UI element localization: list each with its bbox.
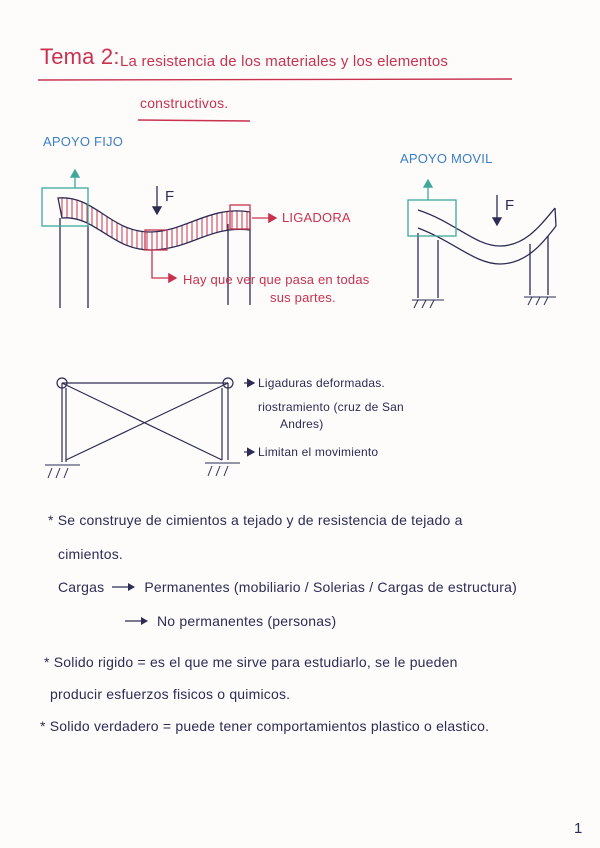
fixed-support-diagram (42, 170, 276, 308)
force-label-left: F (165, 188, 175, 205)
bracing-note-line3: Andres) (280, 417, 324, 431)
arrow-right-icon (152, 250, 176, 278)
bracing-note-limit: Limitan el movimiento (258, 445, 379, 459)
real-solid-note: * Solido verdadero = puede tener comportamientos plastico o elastico. (40, 718, 490, 734)
movable-support-label: APOYO MOVIL (400, 151, 493, 166)
deformed-beam-bottom (418, 226, 556, 264)
ground-hatch (412, 297, 556, 308)
support-box-movable (408, 200, 456, 236)
diagonal-brace (62, 383, 222, 460)
fixed-support-label: APOYO FIJO (43, 134, 124, 149)
arrow-right-icon (125, 613, 149, 629)
loads-permanent: Permanentes (mobiliario / Solerias / Cargas de estructura) (144, 579, 517, 595)
loads-non-permanent: No permanentes (personas) (157, 613, 337, 629)
section-note-line2: sus partes. (270, 290, 336, 305)
page-number: 1 (574, 820, 583, 837)
loads-label: Cargas (58, 579, 105, 595)
ground-hatch (45, 463, 240, 478)
page-title: La resistencia de los materiales y los elementos (120, 53, 449, 70)
construction-note-line2: cimientos. (58, 546, 124, 562)
diagonal-brace (66, 383, 228, 460)
ligadora-label: LIGADORA (282, 210, 351, 225)
force-label-right: F (505, 197, 515, 214)
page-title-prefix: Tema 2: (40, 44, 120, 69)
beam-end-right (555, 208, 556, 226)
construction-note-line1: * Se construye de cimientos a tejado y de resistencia de tejado a (48, 512, 463, 528)
rigid-solid-note-line1: * Solido rigido = es el que me sirve para estudiarlo, se le pueden (44, 654, 458, 670)
title-underline (38, 79, 512, 80)
page-title-line2: constructivos. (140, 95, 229, 111)
braced-frame-diagram (45, 378, 254, 478)
deformed-beam (58, 198, 250, 250)
subtitle-underline (138, 120, 250, 121)
rigid-solid-note-line2: producir esfuerzos fisicos o quimicos. (50, 686, 291, 702)
bracing-note-line1: Ligaduras deformadas. (258, 376, 385, 390)
loads-line (58, 579, 517, 595)
bracing-note-line2: riostramiento (cruz de San (258, 400, 404, 414)
arrow-right-icon (112, 579, 136, 595)
loads-non-permanent-line (125, 613, 336, 629)
section-note-line1: Hay que ver que pasa en todas (183, 272, 370, 287)
movable-support-diagram (408, 180, 556, 308)
